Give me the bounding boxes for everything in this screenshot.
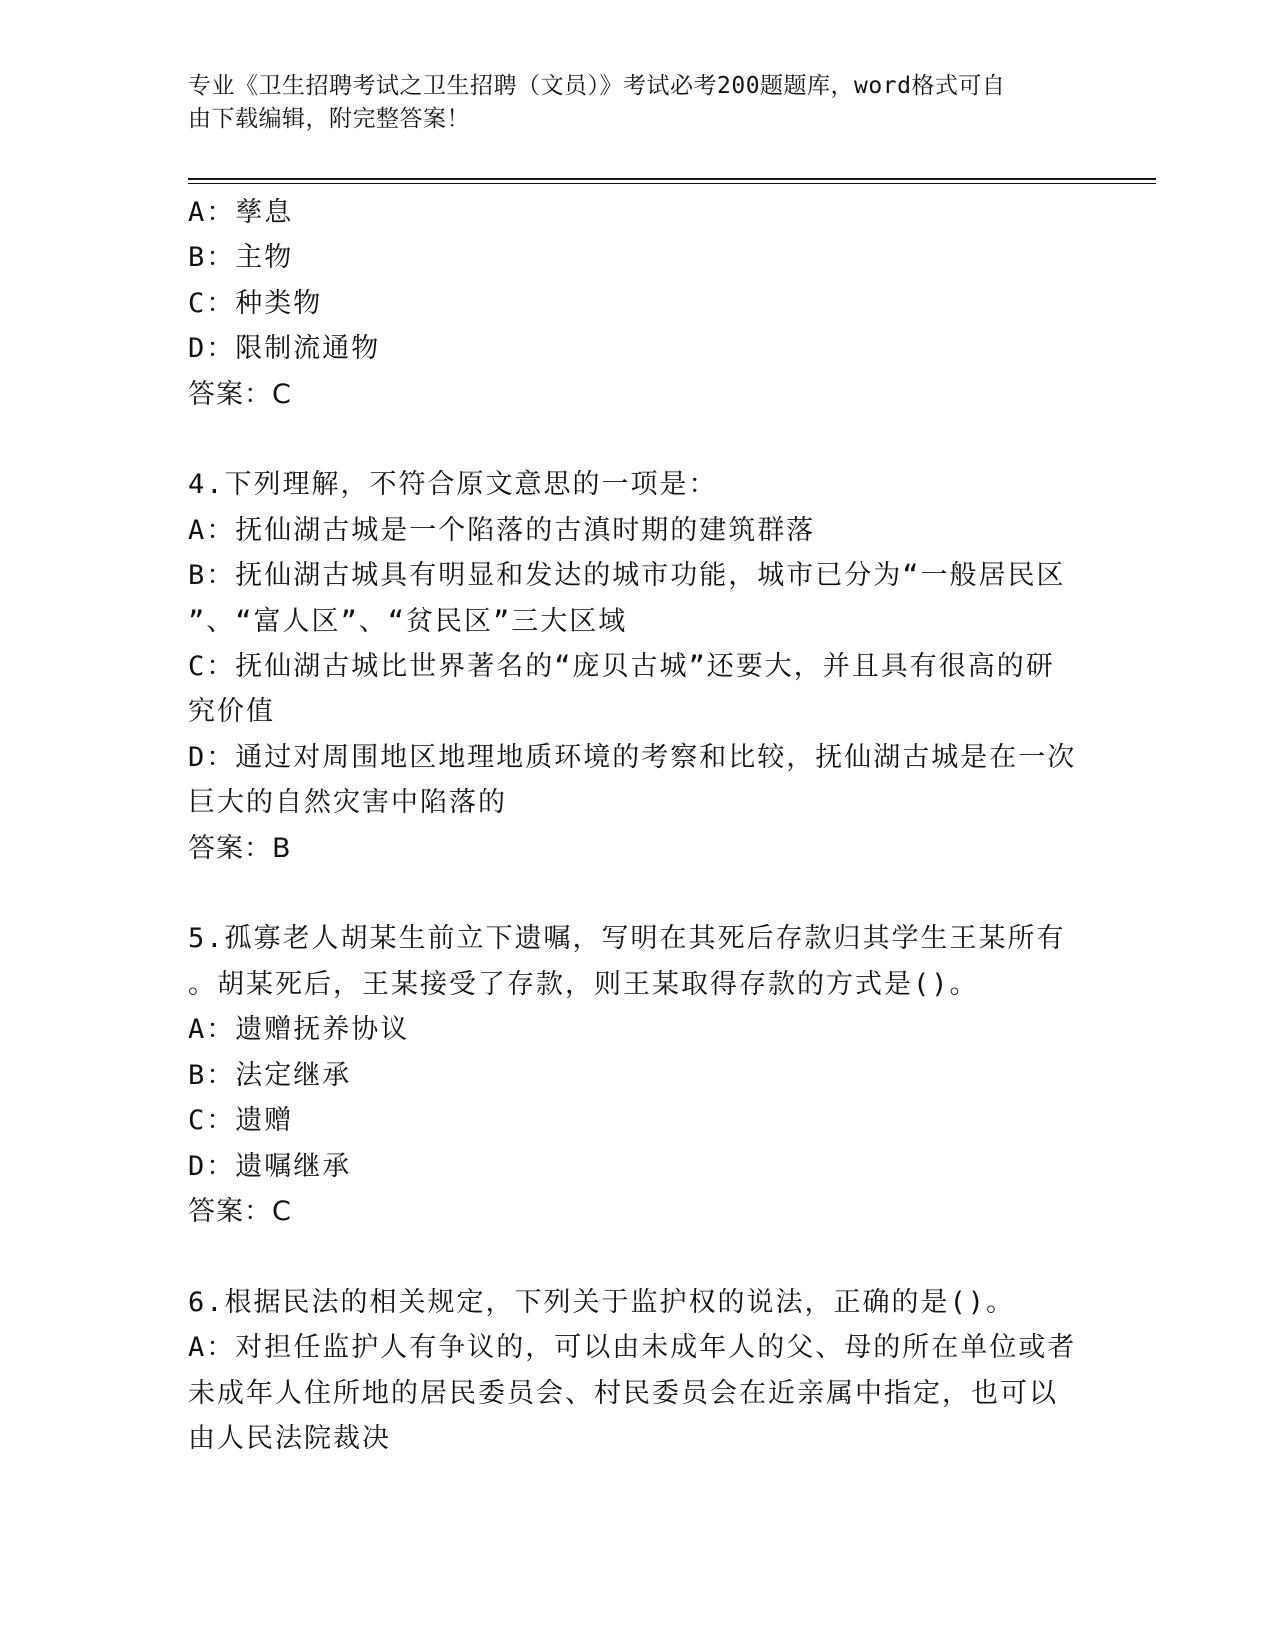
- question-text-line-2: 。胡某死后，王某接受了存款，则王某取得存款的方式是()。: [188, 968, 979, 1000]
- option-b-line-2: ”、“富人区”、“贫民区”三大区域: [188, 605, 628, 637]
- option-b: B：法定继承: [188, 1059, 352, 1091]
- question-4: [188, 462, 1088, 871]
- spacer: [188, 417, 1088, 462]
- question-5: [188, 916, 1088, 1234]
- option-b: B：主物: [188, 242, 294, 274]
- header-rule-thin: [188, 183, 1156, 184]
- option-a-line-2: 未成年人住所地的居民委员会、村民委员会在近亲属中指定，也可以: [188, 1377, 1058, 1409]
- header-rule-thick: [188, 178, 1156, 180]
- option-c: C：种类物: [188, 287, 323, 319]
- header-line-2: 由下载编辑，附完整答案！: [188, 106, 470, 132]
- question-text: 6.根据民法的相关规定，下列关于监护权的说法，正确的是()。: [188, 1286, 1016, 1318]
- option-d: D：遗嘱继承: [188, 1150, 352, 1182]
- header-line-1: 专业《卫生招聘考试之卫生招聘（文员）》考试必考200题题库，word格式可自: [188, 73, 1006, 99]
- option-d-line-1: D：通过对周围地区地理地质环境的考察和比较，抚仙湖古城是在一次: [188, 741, 1077, 773]
- answer: 答案：B: [188, 832, 292, 864]
- option-b-line-1: B：抚仙湖古城具有明显和发达的城市功能，城市已分为“一般居民区: [188, 560, 1066, 592]
- document-body: [188, 190, 1088, 1461]
- question-3: [188, 190, 1088, 417]
- question-6: [188, 1280, 1088, 1462]
- option-a: A：孳息: [188, 197, 294, 228]
- option-c: C：遗赠: [188, 1105, 294, 1137]
- option-a: A：抚仙湖古城是一个陷落的古滇时期的建筑群落: [188, 514, 816, 546]
- document-header: [188, 70, 1088, 136]
- question-text: 4.下列理解，不符合原文意思的一项是：: [188, 469, 718, 501]
- option-a-line-1: A：对担任监护人有争议的，可以由未成年人的父、母的所在单位或者: [188, 1332, 1077, 1364]
- answer: 答案：C: [188, 378, 292, 410]
- option-c-line-2: 究价值: [188, 696, 275, 728]
- option-a: A：遗赠抚养协议: [188, 1014, 410, 1046]
- option-d: D：限制流通物: [188, 333, 381, 365]
- option-c-line-1: C：抚仙湖古城比世界著名的“庞贝古城”还要大，并且具有很高的研: [188, 651, 1055, 683]
- spacer: [188, 871, 1088, 916]
- option-d-line-2: 巨大的自然灾害中陷落的: [188, 787, 507, 819]
- answer: 答案：C: [188, 1195, 292, 1227]
- spacer: [188, 1234, 1088, 1279]
- question-text-line-1: 5.孤寡老人胡某生前立下遗嘱，写明在其死后存款归其学生王某所有: [188, 923, 1066, 955]
- option-a-line-3: 由人民法院裁决: [188, 1422, 391, 1454]
